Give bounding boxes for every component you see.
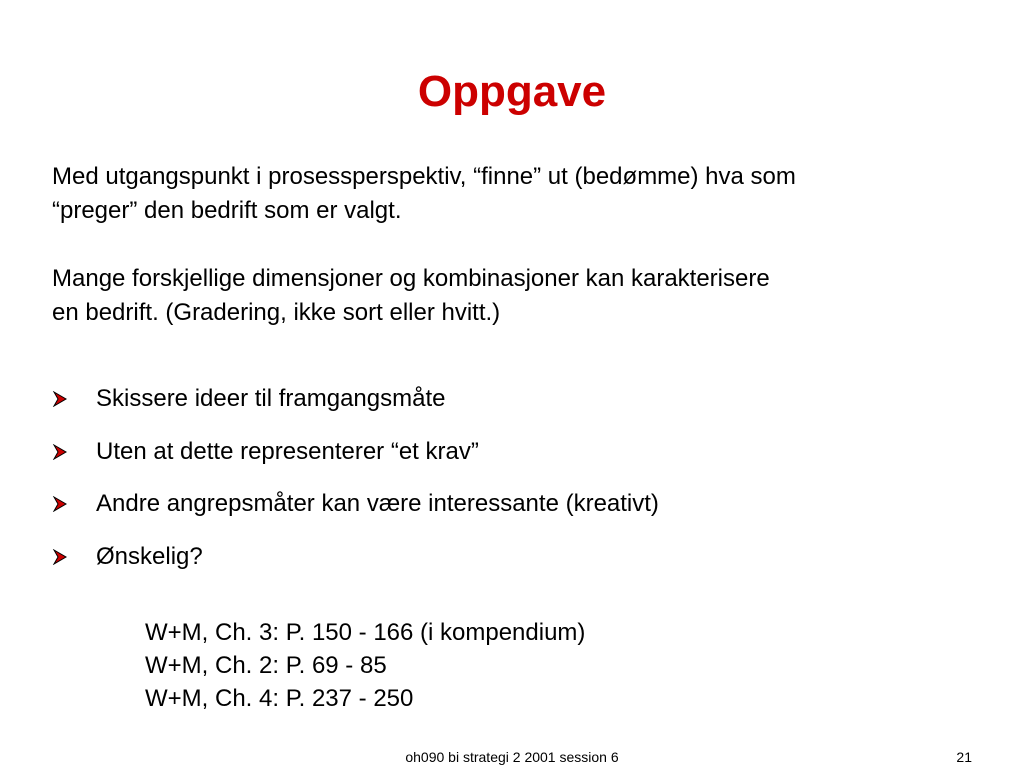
bullet-list — [52, 373, 659, 583]
arrowhead-bullet-icon — [52, 496, 96, 512]
bullet-text: Uten at dette representerer “et krav” — [96, 437, 479, 465]
page-number: 21 — [956, 749, 972, 765]
paragraph-line: Mange forskjellige dimensjoner og kombinasjoner kan karakterisere — [52, 265, 770, 292]
arrowhead-bullet-icon — [52, 549, 96, 565]
reference-line: W+M, Ch. 3: P. 150 - 166 (i kompendium) — [145, 619, 586, 646]
bullet-item — [52, 426, 659, 479]
paragraph-line: en bedrift. (Gradering, ikke sort eller hvitt.) — [52, 299, 501, 326]
paragraph-2 — [52, 262, 972, 330]
footer-text: oh090 bi strategi 2 2001 session 6 — [405, 749, 619, 765]
bullet-item — [52, 531, 659, 584]
arrowhead-bullet-icon — [52, 444, 96, 460]
reference-list — [145, 616, 585, 715]
arrowhead-bullet-icon — [52, 391, 96, 407]
bullet-item — [52, 478, 659, 531]
slide-title: Oppgave — [417, 67, 607, 116]
bullet-text: Ønskelig? — [96, 542, 203, 570]
bullet-text: Skissere ideer til framgangsmåte — [96, 385, 446, 413]
paragraph-line: Med utgangspunkt i prosessperspektiv, “finne” ut (bedømme) hva som — [52, 163, 796, 190]
paragraph-line: “preger” den bedrift som er valgt. — [52, 197, 402, 224]
bullet-item — [52, 373, 659, 426]
reference-line: W+M, Ch. 2: P. 69 - 85 — [145, 652, 387, 679]
paragraph-1 — [52, 160, 972, 228]
bullet-text: Andre angrepsmåter kan være interessante (kreativt) — [96, 490, 659, 518]
reference-line: W+M, Ch. 4: P. 237 - 250 — [145, 685, 414, 712]
